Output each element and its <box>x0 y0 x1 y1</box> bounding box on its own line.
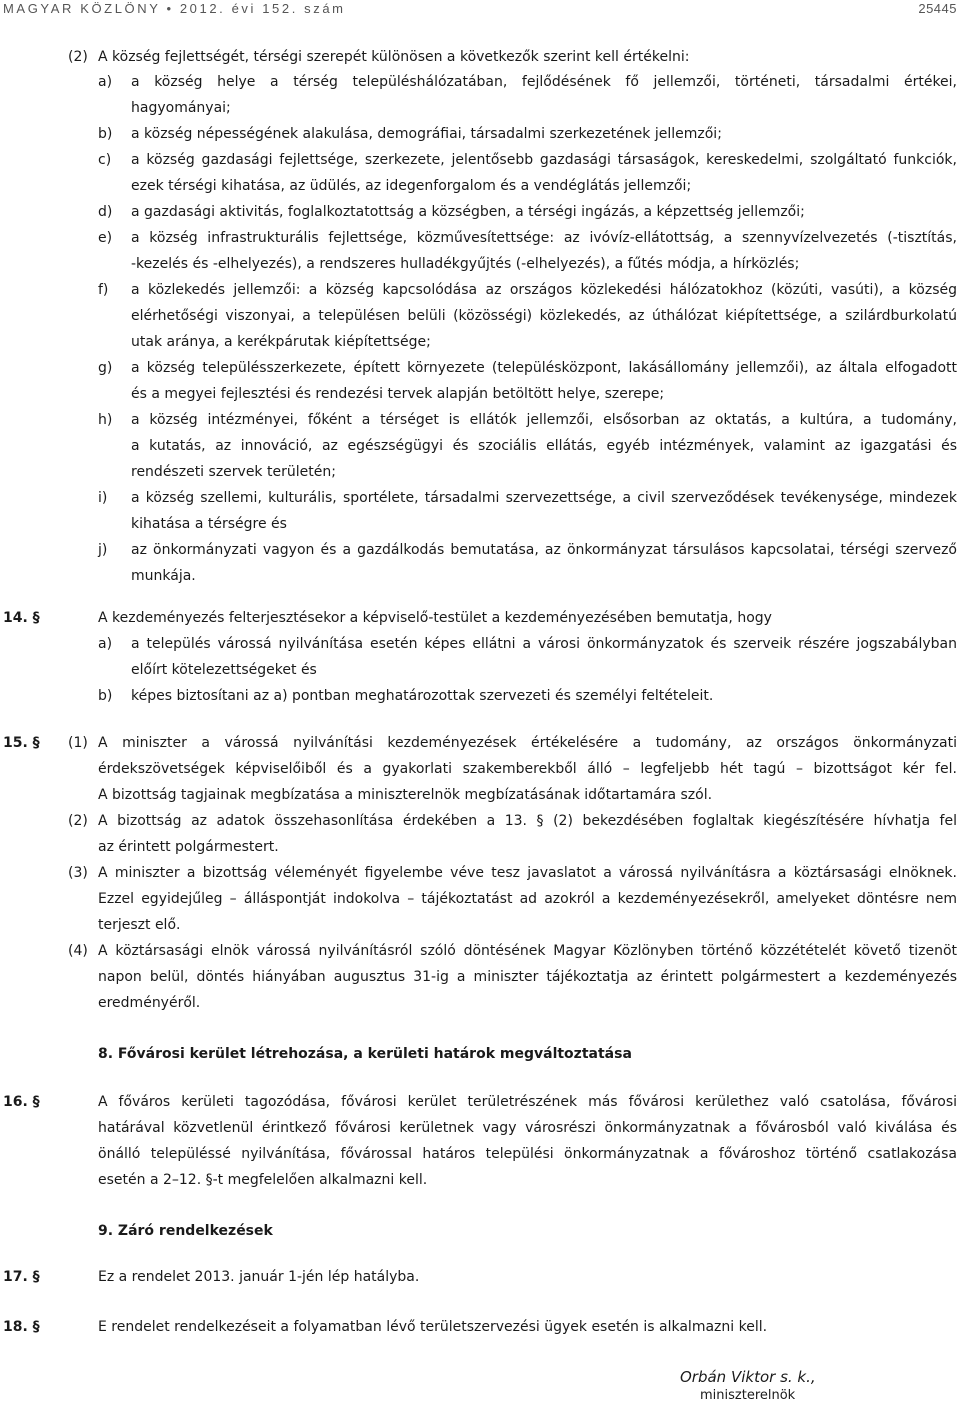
section-heading-9 <box>0 1218 960 1244</box>
section-heading: 8. Fővárosi kerület létrehozása, a kerületi határok megváltoztatása <box>98 1046 632 1062</box>
item-label: g) <box>98 360 113 376</box>
paragraph-cont <box>0 912 960 938</box>
item-text: a közlekedés jellemzői: a község kapcsolódása az országos közlekedési hálózatokhoz (közúti, vasúti), a község <box>131 282 957 298</box>
section-number: 14. § <box>3 610 40 626</box>
item-text: munkája. <box>131 568 196 584</box>
page-header <box>0 0 960 18</box>
list-item-cont <box>0 173 960 199</box>
item-label: a) <box>98 74 113 90</box>
list-item <box>0 537 960 563</box>
list-item-cont <box>0 329 960 355</box>
item-text: a kutatás, az innováció, az egészségügyi és szociális ellátás, egyéb intézmények, valamint az igazgatási és <box>131 438 957 454</box>
list-item-cont <box>0 251 960 277</box>
paragraph-text: az érintett polgármestert. <box>98 839 279 855</box>
section-cont <box>0 1141 960 1167</box>
item-text: a település várossá nyilvánítása esetén képes ellátni a városi önkormányzatok és szerveik részére jogszabályban <box>131 636 957 652</box>
section-cont <box>0 1167 960 1193</box>
list-item <box>0 355 960 381</box>
list-item <box>0 199 960 225</box>
paragraph-cont <box>0 756 960 782</box>
paragraph-label: (3) <box>68 865 88 881</box>
list-item <box>0 147 960 173</box>
item-text: a község népességének alakulása, demográfiai, társadalmi szerkezetének jellemzői; <box>131 126 722 142</box>
section-number: 15. § <box>3 735 40 751</box>
item-label: h) <box>98 412 113 428</box>
item-text: képes biztosítani az a) pontban meghatározottak szervezeti és személyi feltételeit. <box>131 688 714 704</box>
item-text: a község helye a térség településhálózatában, fejlődésének fő jellemzői, történeti, társadalmi értékei, <box>131 74 957 90</box>
section-16 <box>0 1089 960 1115</box>
section-number: 16. § <box>3 1094 40 1110</box>
list-item-cont <box>0 433 960 459</box>
item-text: kihatása a térségre és <box>131 516 287 532</box>
paragraph <box>0 860 960 886</box>
item-label: b) <box>98 126 113 142</box>
list-item <box>0 69 960 95</box>
paragraph-label: (4) <box>68 943 88 959</box>
item-text: előírt kötelezettségeket és <box>131 662 317 678</box>
section-17 <box>0 1264 960 1290</box>
paragraph-label: (2) <box>68 49 88 65</box>
page-number: 25445 <box>918 1 957 16</box>
item-label: e) <box>98 230 113 246</box>
section-15 <box>0 730 960 756</box>
section-text: A főváros kerületi tagozódása, fővárosi kerület területrészének más fővárosi kerülethez való csatolása, fővárosi <box>98 1094 957 1110</box>
paragraph-text: napon belül, döntés hiányában augusztus 31-ig a miniszter tájékoztatja az érintett polgármestert a kezdeményezés <box>98 969 957 985</box>
section-number: 18. § <box>3 1319 40 1335</box>
paragraph-text: A miniszter a várossá nyilvánítási kezdeményezések értékelésére a tudomány, az országos önkormányzati <box>98 735 957 751</box>
list-item-cont <box>0 657 960 683</box>
signature-name: Orbán Viktor s. k., <box>680 1368 816 1386</box>
paragraph-text: terjeszt elő. <box>98 917 181 933</box>
section-heading: 9. Záró rendelkezések <box>98 1223 273 1239</box>
item-text: ezek térségi kihatása, az üdülés, az idegenforgalom és a vendéglátás jellemzői; <box>131 178 692 194</box>
paragraph-cont <box>0 886 960 912</box>
list-item <box>0 485 960 511</box>
section-heading-8 <box>0 1041 960 1067</box>
paragraph <box>0 938 960 964</box>
signature-title-line <box>0 1386 960 1406</box>
item-text: a község településszerkezete, épített környezete (településközpont, lakásállomány jellemzői), az általa elfogadott <box>131 360 957 376</box>
paragraph-text: A község fejlettségét, térségi szerepét különösen a következők szerint kell értékelni: <box>98 49 690 65</box>
paragraph-text: A miniszter a bizottság véleményét figyelembe véve tesz javaslatot a várossá nyilvánításra a köztársasági elnöknek. <box>98 865 957 881</box>
paragraph-cont <box>0 782 960 808</box>
paragraph-cont <box>0 834 960 860</box>
section-text: Ez a rendelet 2013. január 1-jén lép hatályba. <box>98 1269 420 1285</box>
item-text: a község gazdasági fejlettsége, szerkezete, jelentősebb gazdasági társaságok, kereskedelmi, szolgáltató funkciók, <box>131 152 957 168</box>
item-label: d) <box>98 204 113 220</box>
list-item-cont <box>0 511 960 537</box>
paragraph-text: A bizottság tagjainak megbízatása a miniszterelnök megbízatásának időtartamára szól. <box>98 787 713 803</box>
item-label: j) <box>98 542 108 558</box>
item-text: és a megyei fejlesztési és rendezési tervek alapján betöltött helye, szerepe; <box>131 386 665 402</box>
section-cont <box>0 1115 960 1141</box>
list-item-cont <box>0 459 960 485</box>
item-text: a község infrastrukturális fejlettsége, közművesítettsége: az ivóvíz-ellátottság, a szennyvízelvezetés (-tisztítás, <box>131 230 957 246</box>
list-item-cont <box>0 95 960 121</box>
list-item-cont <box>0 381 960 407</box>
item-text: -kezelés és -elhelyezés), a rendszeres hulladékgyűjtés (-elhelyezés), a fűtés módja, a hírközlés; <box>131 256 800 272</box>
paragraph-text: A bizottság az adatok összehasonlítása érdekében a 13. § (2) bekezdésében foglaltak kiegészítésére hívhatja fel <box>98 813 957 829</box>
list-item-cont <box>0 563 960 589</box>
item-text: a község szellemi, kulturális, sportélete, társadalmi szervezettsége, a civil szerveződések tevékenysége, mindezek <box>131 490 957 506</box>
list-item <box>0 407 960 433</box>
item-label: i) <box>98 490 108 506</box>
item-text: elérhetőségi viszonyai, a településen belüli (közösségi) közlekedés, az úthálózat kiépítettsége, a szilárdburkolatú <box>131 308 957 324</box>
item-text: hagyományai; <box>131 100 231 116</box>
paragraph-label: (1) <box>68 735 88 751</box>
section-text: E rendelet rendelkezéseit a folyamatban lévő területszervezési ügyek esetén is alkalmazni kell. <box>98 1319 768 1335</box>
section-14 <box>0 605 960 631</box>
paragraph-text: eredményéről. <box>98 995 201 1011</box>
section-number: 17. § <box>3 1269 40 1285</box>
journal-title: MAGYAR KÖZLÖNY • 2012. évi 152. szám <box>3 1 346 16</box>
list-item <box>0 683 960 709</box>
paragraph-text: A köztársasági elnök várossá nyilvánításról szóló döntésének Magyar Közlönyben történő közzétételét követő tizenöt <box>98 943 957 959</box>
section-text: A kezdeményezés felterjesztésekor a képviselő-testület a kezdeményezésében bemutatja, hogy <box>98 610 772 626</box>
list-item-cont <box>0 303 960 329</box>
item-text: rendészeti szervek területén; <box>131 464 336 480</box>
paragraph-text: érdekszövetségek képviselőiből és a gyakorlati szakemberekből álló – legfeljebb hét tagú – bizottságot kér fel. <box>98 761 957 777</box>
paragraph-text: Ezzel egyidejűleg – álláspontját indokolva – tájékoztatást ad azokról a kezdeményezésekről, amelyeket döntésre nem <box>98 891 957 907</box>
signature-title: miniszterelnök <box>700 1388 796 1403</box>
item-label: f) <box>98 282 109 298</box>
item-text: az önkormányzati vagyon és a gazdálkodás bemutatása, az önkormányzat társulásos kapcsolatai, térségi szervező <box>131 542 957 558</box>
list-item <box>0 631 960 657</box>
list-item <box>0 121 960 147</box>
section-18 <box>0 1314 960 1340</box>
list-item <box>0 225 960 251</box>
paragraph-label: (2) <box>68 813 88 829</box>
list-item <box>0 277 960 303</box>
item-label: b) <box>98 688 113 704</box>
s13-2-intro-line <box>0 44 960 70</box>
paragraph <box>0 808 960 834</box>
item-text: utak aránya, a kerékpárutak kiépítettsége; <box>131 334 431 350</box>
paragraph-cont <box>0 964 960 990</box>
section-text: önálló településsé nyilvánítása, fővárossal határos települési önkormányzatnak a fővároshoz történő csatlakozása <box>98 1146 957 1162</box>
item-label: c) <box>98 152 112 168</box>
section-text: esetén a 2–12. §-t megfelelően alkalmazni kell. <box>98 1172 428 1188</box>
item-label: a) <box>98 636 113 652</box>
paragraph-cont <box>0 990 960 1016</box>
item-text: a gazdasági aktivitás, foglalkoztatottság a községben, a térségi ingázás, a képzettség jellemzői; <box>131 204 805 220</box>
section-text: határával közvetlenül érintkező fővárosi kerületnek vagy városrészi önkormányzatnak a fővárosból való kiválása és <box>98 1120 957 1136</box>
item-text: a község intézményei, főként a térséget is ellátók jellemzői, elsősorban az oktatás, a kultúra, a tudomány, <box>131 412 957 428</box>
